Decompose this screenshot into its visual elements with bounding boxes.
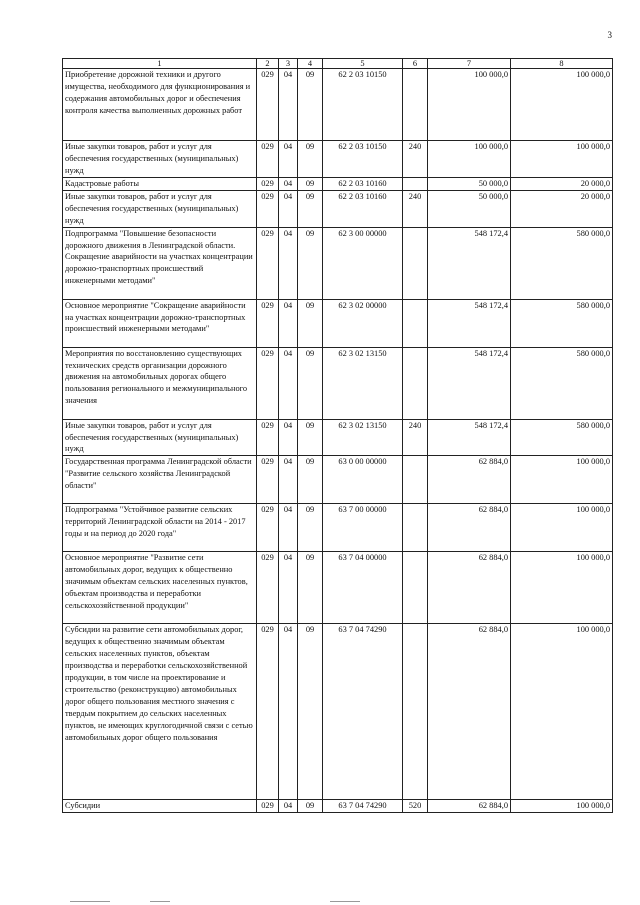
row-csr: 62 3 02 00000 [323, 299, 403, 347]
row-sum-2: 100 000,0 [511, 624, 613, 800]
row-sum-2: 580 000,0 [511, 227, 613, 299]
row-rz: 04 [279, 178, 298, 191]
row-name: Иные закупки товаров, работ и услуг для обеспечения государственных (муниципальных) нужд [63, 190, 257, 227]
table-header-row [63, 59, 613, 69]
row-csr: 62 2 03 10150 [323, 69, 403, 141]
row-vr [403, 624, 428, 800]
row-rz: 04 [279, 299, 298, 347]
row-name: Субсидии на развитие сети автомобильных дорог, ведущих к общественно значимым объектам сельских населенных пунктов, объектам производства и переработки сельскохозяйственной продукции, в том числе на проектирование и строительство (реконструкцию) автомобильных дорог общего пользования местного значения с твердым покрытием до сельских населенных пунктов, не имеющих круглогодичной связи с сетью автомобильных дорог общего пользования [63, 624, 257, 800]
row-name: Государственная программа Ленинградской области "Развитие сельского хозяйства Ленинградской области" [63, 456, 257, 504]
row-gr: 029 [257, 347, 279, 419]
column-header: 8 [511, 59, 613, 69]
table-row [63, 504, 613, 552]
row-rz: 04 [279, 504, 298, 552]
row-sum-2: 100 000,0 [511, 69, 613, 141]
row-rz: 04 [279, 190, 298, 227]
row-sum-2: 100 000,0 [511, 800, 613, 813]
row-sum-1: 50 000,0 [428, 178, 511, 191]
row-rz: 04 [279, 624, 298, 800]
scan-artifact [70, 901, 110, 902]
row-sum-1: 548 172,4 [428, 419, 511, 456]
row-sum-1: 548 172,4 [428, 299, 511, 347]
row-vr: 240 [403, 190, 428, 227]
row-sum-1: 62 884,0 [428, 456, 511, 504]
row-gr: 029 [257, 456, 279, 504]
row-pr: 09 [298, 347, 323, 419]
row-pr: 09 [298, 69, 323, 141]
row-sum-1: 100 000,0 [428, 69, 511, 141]
row-vr [403, 299, 428, 347]
row-pr: 09 [298, 178, 323, 191]
row-rz: 04 [279, 456, 298, 504]
row-csr: 62 2 03 10160 [323, 178, 403, 191]
scan-artifact [330, 901, 360, 902]
row-sum-2: 580 000,0 [511, 419, 613, 456]
row-pr: 09 [298, 504, 323, 552]
row-vr [403, 347, 428, 419]
column-header: 2 [257, 59, 279, 69]
row-csr: 63 7 04 74290 [323, 624, 403, 800]
page-number: 3 [607, 30, 612, 40]
row-name: Подпрограмма "Повышение безопасности дорожного движения в Ленинградской области. Сокращение аварийности на участках концентрации дорожно-транспортных происшествий инженерными методами" [63, 227, 257, 299]
row-name: Приобретение дорожной техники и другого имущества, необходимого для функционирования и содержания автомобильных дорог и обеспечения контроля качества выполненных дорожных работ [63, 69, 257, 141]
row-vr: 520 [403, 800, 428, 813]
row-csr: 62 3 02 13150 [323, 419, 403, 456]
row-pr: 09 [298, 624, 323, 800]
row-rz: 04 [279, 69, 298, 141]
row-name: Кадастровые работы [63, 178, 257, 191]
table-row [63, 178, 613, 191]
row-rz: 04 [279, 419, 298, 456]
table-row [63, 456, 613, 504]
row-sum-1: 62 884,0 [428, 624, 511, 800]
column-header: 3 [279, 59, 298, 69]
row-rz: 04 [279, 552, 298, 624]
row-vr: 240 [403, 141, 428, 178]
row-vr [403, 552, 428, 624]
row-gr: 029 [257, 141, 279, 178]
row-gr: 029 [257, 190, 279, 227]
row-gr: 029 [257, 299, 279, 347]
row-pr: 09 [298, 190, 323, 227]
row-sum-1: 50 000,0 [428, 190, 511, 227]
row-vr: 240 [403, 419, 428, 456]
table-row [63, 552, 613, 624]
row-name: Иные закупки товаров, работ и услуг для обеспечения государственных (муниципальных) нужд [63, 141, 257, 178]
row-gr: 029 [257, 504, 279, 552]
column-header: 4 [298, 59, 323, 69]
row-pr: 09 [298, 227, 323, 299]
table-row [63, 624, 613, 800]
row-pr: 09 [298, 800, 323, 813]
row-pr: 09 [298, 141, 323, 178]
row-gr: 029 [257, 800, 279, 813]
budget-table [62, 58, 613, 813]
row-name: Иные закупки товаров, работ и услуг для обеспечения государственных (муниципальных) нужд [63, 419, 257, 456]
row-csr: 62 3 00 00000 [323, 227, 403, 299]
column-header: 1 [63, 59, 257, 69]
row-csr: 63 7 04 74290 [323, 800, 403, 813]
row-vr [403, 504, 428, 552]
row-sum-2: 580 000,0 [511, 347, 613, 419]
row-gr: 029 [257, 552, 279, 624]
row-sum-2: 100 000,0 [511, 141, 613, 178]
row-pr: 09 [298, 299, 323, 347]
row-pr: 09 [298, 419, 323, 456]
row-csr: 63 7 04 00000 [323, 552, 403, 624]
row-rz: 04 [279, 141, 298, 178]
row-sum-2: 580 000,0 [511, 299, 613, 347]
row-sum-2: 20 000,0 [511, 190, 613, 227]
row-gr: 029 [257, 624, 279, 800]
row-vr [403, 178, 428, 191]
row-name: Основное мероприятие "Развитие сети автомобильных дорог, ведущих к общественно значимым объектам сельских населенных пунктов, объектам производства и переработки сельскохозяйственной продукции" [63, 552, 257, 624]
row-name: Субсидии [63, 800, 257, 813]
row-sum-1: 62 884,0 [428, 504, 511, 552]
row-pr: 09 [298, 552, 323, 624]
row-pr: 09 [298, 456, 323, 504]
table-row [63, 299, 613, 347]
table-row [63, 227, 613, 299]
table-row [63, 800, 613, 813]
row-sum-1: 100 000,0 [428, 141, 511, 178]
row-csr: 62 3 02 13150 [323, 347, 403, 419]
row-sum-2: 100 000,0 [511, 504, 613, 552]
row-rz: 04 [279, 227, 298, 299]
column-header: 7 [428, 59, 511, 69]
table-row [63, 69, 613, 141]
table-row [63, 190, 613, 227]
table-row [63, 347, 613, 419]
row-name: Подпрограмма "Устойчивое развитие сельских территорий Ленинградской области на 2014 - 2017 годы и на период до 2020 года" [63, 504, 257, 552]
row-name: Основное мероприятие "Сокращение аварийности на участках концентрации дорожно-транспортных происшествий инженерными методами" [63, 299, 257, 347]
row-sum-1: 62 884,0 [428, 552, 511, 624]
table-row [63, 419, 613, 456]
row-gr: 029 [257, 227, 279, 299]
column-header: 6 [403, 59, 428, 69]
row-sum-1: 548 172,4 [428, 227, 511, 299]
row-gr: 029 [257, 419, 279, 456]
scan-artifact [150, 901, 170, 902]
row-rz: 04 [279, 800, 298, 813]
row-rz: 04 [279, 347, 298, 419]
row-csr: 63 7 00 00000 [323, 504, 403, 552]
row-sum-2: 100 000,0 [511, 456, 613, 504]
table-row [63, 141, 613, 178]
row-vr [403, 69, 428, 141]
row-gr: 029 [257, 69, 279, 141]
row-vr [403, 227, 428, 299]
row-sum-2: 20 000,0 [511, 178, 613, 191]
row-csr: 62 2 03 10150 [323, 141, 403, 178]
row-sum-2: 100 000,0 [511, 552, 613, 624]
row-vr [403, 456, 428, 504]
row-name: Мероприятия по восстановлению существующих технических средств организации дорожного движения на автомобильных дорогах общего пользования регионального и межмуниципального значения [63, 347, 257, 419]
row-csr: 63 0 00 00000 [323, 456, 403, 504]
row-csr: 62 2 03 10160 [323, 190, 403, 227]
row-gr: 029 [257, 178, 279, 191]
row-sum-1: 62 884,0 [428, 800, 511, 813]
row-sum-1: 548 172,4 [428, 347, 511, 419]
column-header: 5 [323, 59, 403, 69]
